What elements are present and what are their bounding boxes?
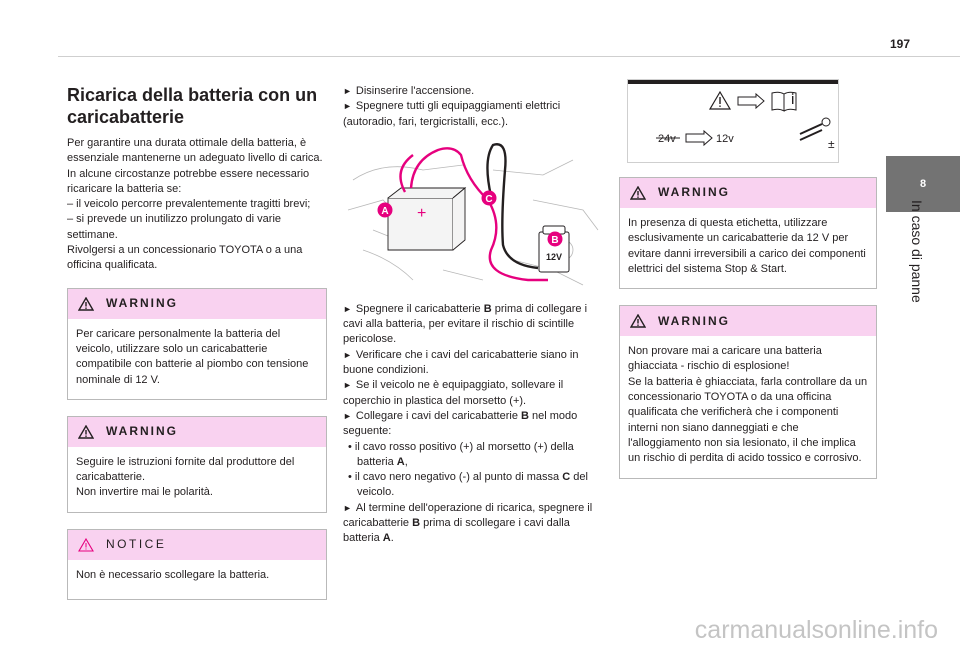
step [343,348,603,379]
step-text: prima di scollegare i cavi dalla batteria [343,517,570,545]
step-bold: B [521,409,529,422]
step-arrow-icon: ► [343,380,352,391]
warning-title: WARNING [106,424,178,439]
substep-text: del veicolo. [357,471,588,499]
warning-box [619,305,877,478]
step [343,409,603,440]
notice-triangle-icon [78,538,94,552]
step-text: Collegare i cavi del caricabatterie [355,409,522,422]
step [343,99,603,130]
warning-title: WARNING [658,313,730,328]
step-arrow-icon: ► [343,303,352,314]
intro-line: Rivolgersi a un concessionario TOYOTA o a una officina qualificata. [67,244,303,272]
notice-title: NOTICE [106,537,167,552]
step-arrow-icon: ► [343,410,352,421]
warning-header [68,417,326,447]
intro-line: – il veicolo percorre prevalentemente tragitti brevi; [67,198,311,211]
step [343,501,603,547]
notice-text: Non è necessario scollegare la batteria. [76,568,270,581]
battery-charging-illustration [343,140,605,290]
step-text: Se il veicolo ne è equipaggiato, sollevare il coperchio in plastica del morsetto (+). [343,379,564,407]
stop-start-label-figure [627,79,839,163]
step-text: Verificare che i cavi del caricabatterie siano in buone condizioni. [343,348,579,377]
header-rule [58,56,960,57]
warning-text: Seguire le istruzioni fornite dal produttore del caricabatterie. [76,455,295,484]
step-bold: B [483,302,492,315]
label-c: C [485,193,493,205]
substep-text: , [404,455,408,468]
warning-box [67,288,327,400]
warning-text: Se la batteria è ghiacciata, farla controllare da un concessionario TOYOTA o da una officina qualificata che verificherà che i componenti interni non siano danneggiati e che l'alloggiamento non sia lesionato, il che implica un rischio di perdita di acido tossico e corrosivo. [628,375,868,465]
warning-title: WARNING [106,296,178,311]
warning-header [620,306,876,336]
intro-line: – si prevede un inutilizzo prolungato di varie settimane. [67,213,282,241]
substep: • il cavo nero negativo (-) al punto di massa C del veicolo. [348,471,588,499]
warning-text: In presenza di questa etichetta, utilizzare esclusivamente un caricabatterie da 12 V per evitare danni irreversibili a carico dei componenti elettrici del sistema Stop & Start. [628,217,866,275]
warning-header [620,178,876,208]
step-arrow-icon: ► [343,86,352,96]
warning-text: Non invertire mai le polarità. [76,486,213,499]
warning-text: Per caricare personalmente la batteria del veicolo, utilizzare solo un caricabatterie compatibile con batterie al piombo con tensione nominale di 12 V. [76,327,309,386]
chapter-tab: 8 [886,156,960,212]
substep-text: il cavo nero negativo (-) al punto di massa [354,471,563,484]
label-24v: 24v [658,133,676,145]
section-label-text: In caso di panne [909,200,925,303]
label-pictograms [628,84,838,162]
page-number: 197 [889,37,910,51]
step-bold: A [382,532,391,545]
warning-box [619,177,877,289]
substep-text: il cavo rosso positivo (+) al morsetto (+) della batteria [354,440,574,468]
warning-title: WARNING [658,185,730,200]
column-1 [67,84,327,600]
warning-box [67,416,327,513]
warning-triangle-icon [630,186,646,200]
substep-bold: C [562,471,571,484]
step-text: Spegnere il caricabatterie [355,302,484,315]
watermark: carmanualsonline.info [694,616,938,644]
charger-voltage: 12V [545,251,563,262]
warning-triangle-icon [78,297,94,311]
column-3 [619,79,877,479]
label-a: A [381,205,389,217]
warning-header [68,289,326,319]
notice-header [68,530,326,560]
label-12v: 12v [716,133,734,145]
step-text: Disinserire l'accensione. [355,85,475,97]
step-text: . [390,532,394,545]
step-text: Al termine dell'operazione di ricarica, spegnere il caricabatterie [343,501,593,530]
substep-bold: A [396,455,405,468]
notice-box [67,529,327,600]
intro-line: Per garantire una durata ottimale della batteria, è essenziale mantenerne un adeguato livello di carica. [67,137,323,165]
section-label [902,200,932,350]
plus-sign: + [417,204,427,222]
svg-text:±: ± [828,137,835,151]
step [343,302,603,348]
step-arrow-icon: ► [343,349,352,360]
step [343,378,603,409]
step-bold: B [412,517,421,530]
step-text: prima di collegare i cavi alla batteria, per evitare il rischio di scintille pericolose. [343,302,588,346]
warning-triangle-icon [630,314,646,328]
step-text: Spegnere tutti gli equipaggiamenti elettrici (autoradio, fari, tergicristalli, ecc.). [343,100,561,128]
warning-text: Non provare mai a caricare una batteria ghiacciata - rischio di esplosione! [628,345,822,373]
step-arrow-icon: ► [343,502,352,513]
section-title: Ricarica della batteria con un caricabatterie [67,85,318,127]
substep: • il cavo rosso positivo (+) al morsetto (+) della batteria A, [348,440,574,468]
battery-diagram [343,140,605,290]
step-arrow-icon: ► [343,101,352,112]
intro-line: In alcune circostanze potrebbe essere necessario ricaricare la batteria se: [67,167,310,195]
column-2 [343,84,603,547]
step-text: nel modo seguente: [343,409,578,438]
step [343,84,603,99]
warning-triangle-icon [78,425,94,439]
label-b: B [551,234,559,246]
